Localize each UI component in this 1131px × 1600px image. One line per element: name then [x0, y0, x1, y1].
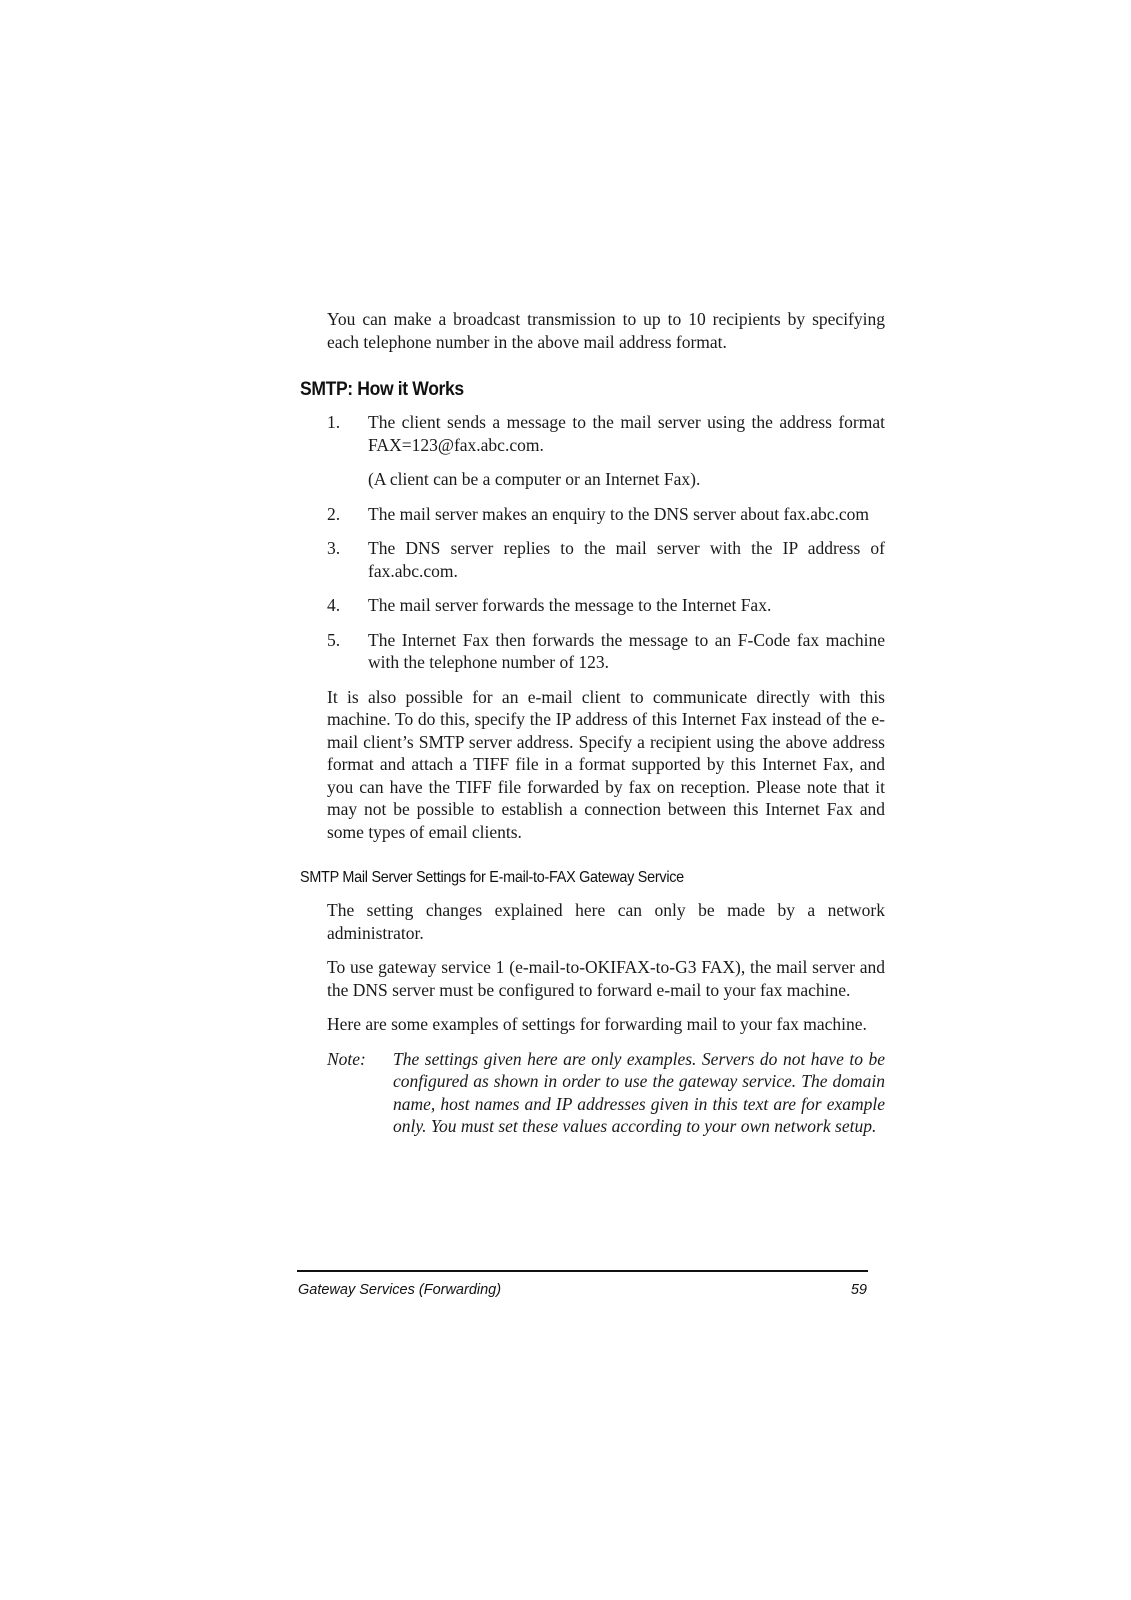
step-number: 2.	[327, 503, 341, 524]
admin-paragraph: The setting changes explained here can only be made by a network administrator.	[327, 900, 885, 943]
list-item	[300, 411, 885, 491]
page-footer	[298, 1280, 867, 1300]
gateway-paragraph: To use gateway service 1 (e-mail-to-OKIFAX-to-G3 FAX), the mail server and the DNS server must be configured to forward e-mail to your fax machine.	[327, 957, 885, 1000]
list-item	[300, 537, 885, 582]
step-text: The Internet Fax then forwards the message to an F-Code fax machine with the telephone number of 123.	[368, 629, 885, 672]
direct-connection-paragraph: It is also possible for an e-mail client to communicate directly with this machine. To do this, specify the IP address of this Internet Fax instead of the e-mail client’s SMTP server address. Specify a recipient using the above address format and attach a TIFF file in a format supported by this Internet Fax, and you can have the TIFF file forwarded by fax on reception. Please note that it may not be possible to establish a connection between this Internet Fax and some types of email clients.	[327, 686, 885, 842]
step-number: 5.	[327, 629, 341, 650]
list-item	[300, 594, 885, 617]
note-block	[327, 1048, 885, 1138]
intro-paragraph: You can make a broadcast transmission to up to 10 recipients by specifying each telephone number in the above mail address format.	[327, 309, 885, 352]
list-item	[300, 629, 885, 674]
step-body	[368, 537, 885, 582]
footer-title: Gateway Services (Forwarding)	[298, 1282, 502, 1298]
step-extra-text: (A client can be a computer or an Internet Fax).	[368, 469, 701, 489]
examples-paragraph: Here are some examples of settings for forwarding mail to your fax machine.	[327, 1014, 867, 1034]
list-item	[300, 503, 885, 526]
step-body	[368, 594, 885, 617]
step-text: The mail server forwards the message to the Internet Fax.	[368, 595, 772, 615]
step-body	[368, 411, 885, 491]
step-number: 4.	[327, 595, 341, 615]
step-text: The DNS server replies to the mail server with the IP address of fax.abc.com.	[368, 538, 885, 581]
step-text: The mail server makes an enquiry to the DNS server about fax.abc.com	[368, 503, 870, 524]
note-text: The settings given here are only examples. Servers do not have to be configured as shown in order to use the gateway service. The domain name, host names and IP addresses given in this text are for example only. You must set these values according to your own network setup.	[393, 1048, 885, 1136]
step-number: 3.	[327, 538, 341, 558]
section-title: SMTP: How it Works	[300, 378, 464, 400]
page-content	[300, 308, 885, 1138]
step-text: The client sends a message to the mail server using the address format FAX=123@fax.abc.com.	[368, 412, 885, 455]
footer-divider	[297, 1270, 868, 1272]
page-number: 59	[850, 1282, 867, 1298]
step-body	[368, 503, 885, 526]
note-label: Note:	[327, 1048, 366, 1069]
step-number: 1.	[327, 412, 341, 432]
steps-list	[300, 411, 885, 674]
step-body	[368, 629, 885, 674]
subsection-title: SMTP Mail Server Settings for E-mail-to-FAX Gateway Service	[300, 869, 684, 886]
